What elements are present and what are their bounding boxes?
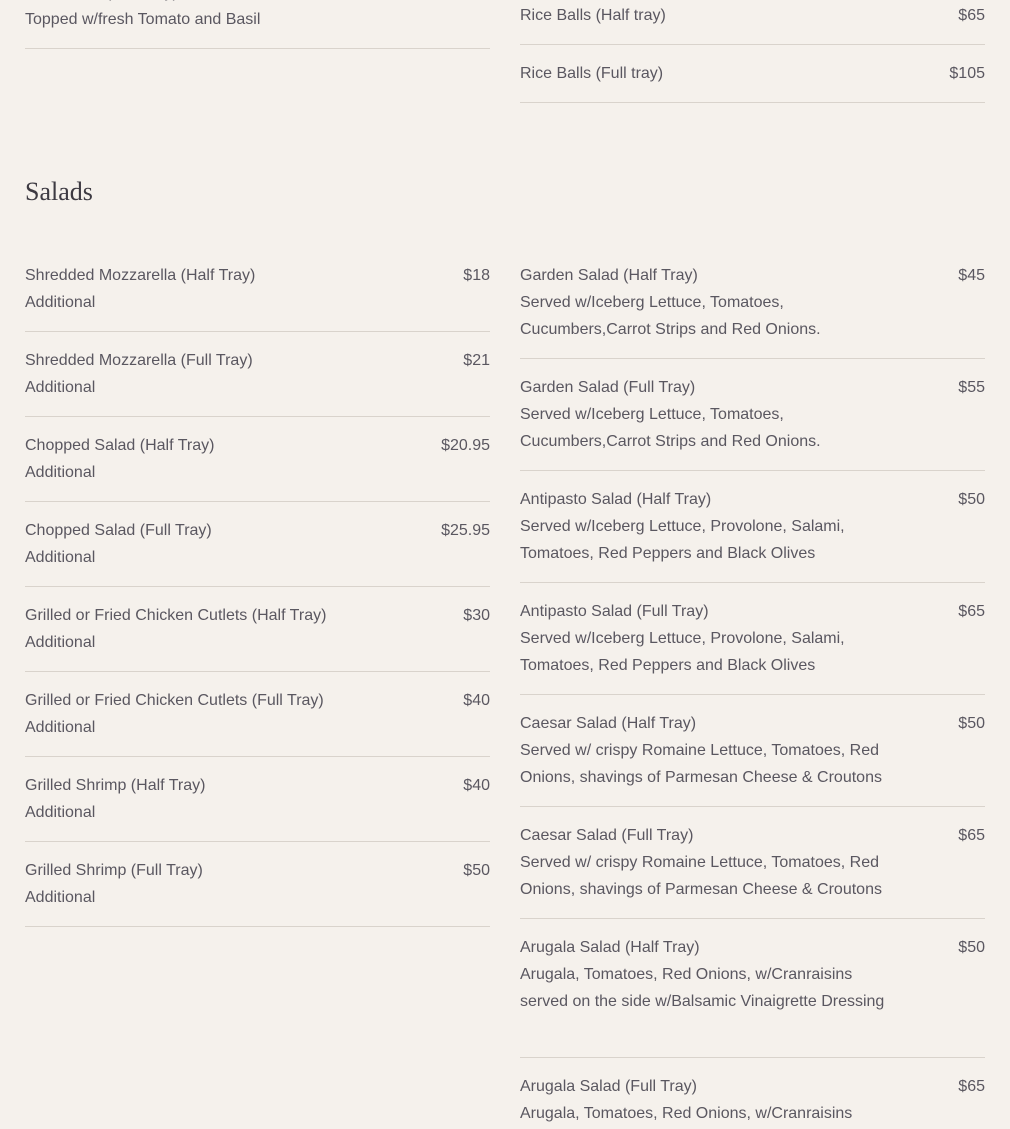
item-price: $55 xyxy=(958,379,985,396)
item-description: Served w/Iceberg Lettuce, Tomatoes, Cucumbers,Carrot Strips and Red Onions. xyxy=(520,294,821,338)
item-price: $50 xyxy=(958,715,985,732)
menu-column-left xyxy=(25,262,490,927)
menu-item xyxy=(25,587,490,672)
item-body xyxy=(520,710,890,791)
item-description: Additional xyxy=(25,804,96,821)
menu-item xyxy=(520,1058,985,1129)
item-description: Additional xyxy=(25,379,96,396)
item-body xyxy=(25,262,395,316)
menu-item xyxy=(520,262,985,359)
item-description: Served w/Iceberg Lettuce, Tomatoes, Cucumbers,Carrot Strips and Red Onions. xyxy=(520,406,821,450)
item-name: Shredded Mozzarella (Full Tray) xyxy=(25,352,253,369)
item-price: $50 xyxy=(958,939,985,956)
item-price: $65 xyxy=(958,603,985,620)
item-name: Grilled or Fried Chicken Cutlets (Half Tray) xyxy=(25,607,327,624)
menu-item xyxy=(25,332,490,417)
item-description: Served w/Iceberg Lettuce, Provolone, Salami, Tomatoes, Red Peppers and Black Olives xyxy=(520,630,845,674)
menu-item xyxy=(520,0,985,45)
item-body xyxy=(520,374,890,455)
item-body xyxy=(25,517,395,571)
menu-item xyxy=(520,471,985,583)
item-body xyxy=(520,598,890,679)
item-name: Arugala Salad (Half Tray) xyxy=(520,939,700,956)
menu-item xyxy=(520,583,985,695)
item-price xyxy=(463,0,490,6)
item-description: Served w/ crispy Romaine Lettuce, Tomatoes, Red Onions, shavings of Parmesan Cheese & Croutons xyxy=(520,854,882,898)
item-name: Caesar Salad (Half Tray) xyxy=(520,715,697,732)
item-body xyxy=(520,822,890,903)
item-description: Topped w/fresh Tomato and Basil xyxy=(25,11,261,28)
item-body xyxy=(520,934,890,1015)
item-body xyxy=(520,486,890,567)
item-description: Additional xyxy=(25,719,96,736)
item-description: Arugala, Tomatoes, Red Onions, w/Cranraisins served on the side w/Balsamic Vinaigrette Dressing xyxy=(520,966,885,1010)
item-price: $65 xyxy=(958,827,985,844)
item-body xyxy=(25,687,395,741)
item-description: Additional xyxy=(25,889,96,906)
item-body xyxy=(25,602,395,656)
menu-item xyxy=(520,807,985,919)
item-description: Additional xyxy=(25,634,96,651)
item-body xyxy=(25,857,395,911)
item-name: Arugala Salad (Full Tray) xyxy=(520,1078,697,1095)
menu-item xyxy=(520,695,985,807)
item-description: Additional xyxy=(25,464,96,481)
item-name: Rice Balls (Half tray) xyxy=(520,7,666,24)
item-body xyxy=(25,347,395,401)
item-name: Garden Salad (Half Tray) xyxy=(520,267,698,284)
item-price: $45 xyxy=(958,267,985,284)
item-name: Chopped Salad (Full Tray) xyxy=(25,522,212,539)
item-price: $105 xyxy=(949,65,985,82)
item-body xyxy=(520,262,890,343)
item-body xyxy=(25,0,395,33)
item-price: $40 xyxy=(463,777,490,794)
item-description: Additional xyxy=(25,549,96,566)
item-name: Garden Salad (Full Tray) xyxy=(520,379,696,396)
item-description: Served w/Iceberg Lettuce, Provolone, Salami, Tomatoes, Red Peppers and Black Olives xyxy=(520,518,845,562)
item-name: Chopped Salad (Half Tray) xyxy=(25,437,215,454)
item-name: Grilled Shrimp (Half Tray) xyxy=(25,777,206,794)
item-body xyxy=(520,1073,890,1127)
item-description: Additional xyxy=(25,294,96,311)
menu-item xyxy=(25,842,490,927)
menu-item xyxy=(25,672,490,757)
item-name: Grilled Shrimp (Full Tray) xyxy=(25,862,203,879)
menu-column-right xyxy=(520,262,985,1129)
item-body xyxy=(25,772,395,826)
item-price: $40 xyxy=(463,692,490,709)
item-description: Served w/ crispy Romaine Lettuce, Tomatoes, Red Onions, shavings of Parmesan Cheese & Croutons xyxy=(520,742,882,786)
item-price: $25.95 xyxy=(441,522,490,539)
item-price: $30 xyxy=(463,607,490,624)
menu-item xyxy=(25,757,490,842)
menu-column-top-left xyxy=(25,0,490,49)
section-title-salads: Salads xyxy=(25,177,93,206)
item-name: Grilled or Fried Chicken Cutlets (Full Tray) xyxy=(25,692,324,709)
item-price: $18 xyxy=(463,267,490,284)
item-description: Arugala, Tomatoes, Red Onions, w/Cranraisins xyxy=(520,1105,853,1122)
item-price: $50 xyxy=(958,491,985,508)
item-price: $50 xyxy=(463,862,490,879)
menu-item xyxy=(520,919,985,1058)
menu-item xyxy=(520,359,985,471)
item-name: Shredded Mozzarella (Half Tray) xyxy=(25,267,256,284)
item-price: $65 xyxy=(958,1078,985,1095)
item-price: $21 xyxy=(463,352,490,369)
item-body xyxy=(25,432,395,486)
menu-item xyxy=(520,45,985,103)
item-price: $20.95 xyxy=(441,437,490,454)
item-price: $65 xyxy=(958,7,985,24)
menu-item xyxy=(25,262,490,332)
menu-column-top-right xyxy=(520,0,985,103)
menu-item xyxy=(25,0,490,49)
menu-item xyxy=(25,502,490,587)
item-name: Caesar Salad (Full Tray) xyxy=(520,827,694,844)
menu-item xyxy=(25,417,490,502)
item-name: Antipasto Salad (Full Tray) xyxy=(520,603,709,620)
item-name: Antipasto Salad (Half Tray) xyxy=(520,491,712,508)
item-name: Rice Balls (Full tray) xyxy=(520,65,664,82)
